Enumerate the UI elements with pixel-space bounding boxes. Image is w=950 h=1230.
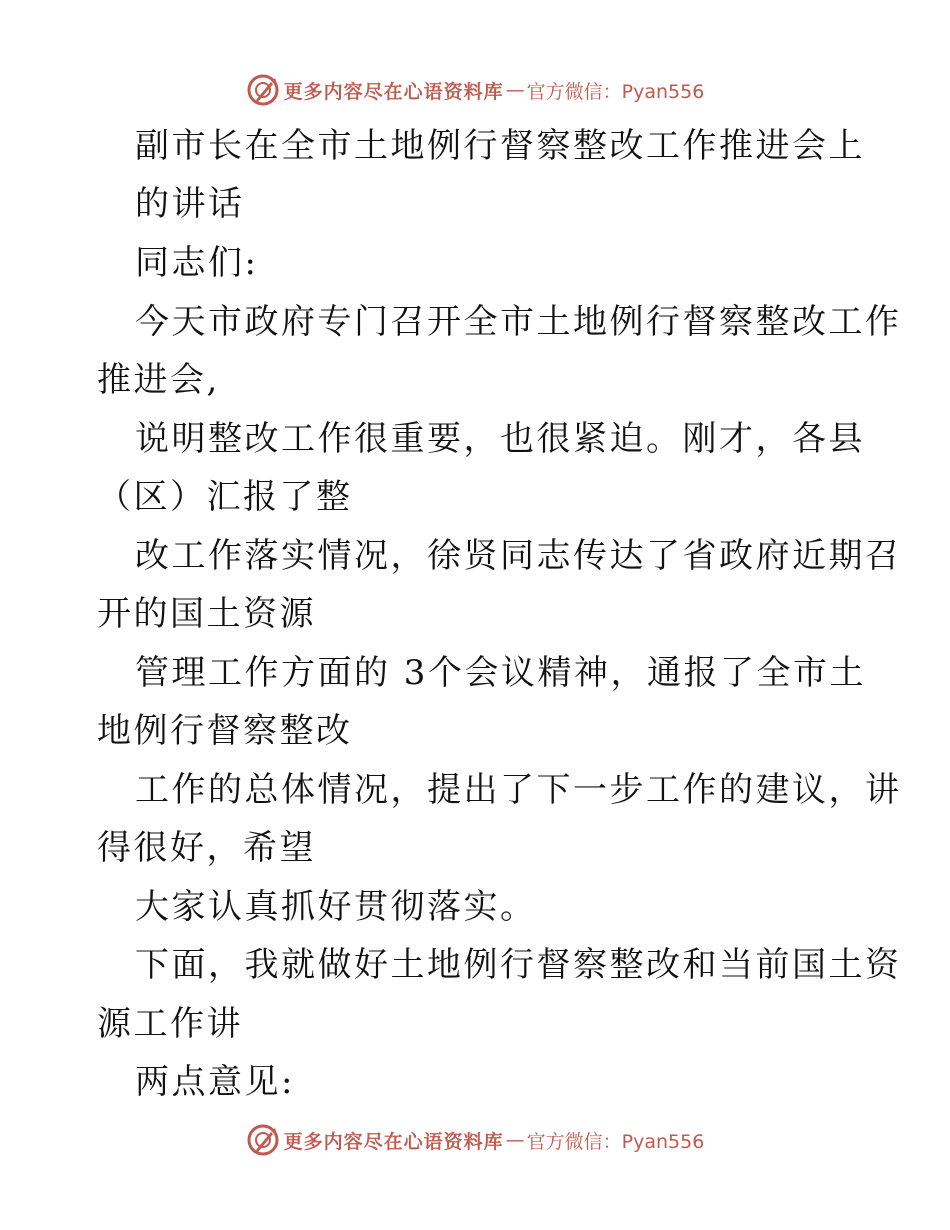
footer-banner	[0, 1120, 950, 1160]
banner-brand-text: 更多内容尽在心语资料库	[283, 1130, 504, 1153]
paragraph-line: 下面，我就做好土地例行督察整改和当前国土资	[135, 945, 902, 985]
document-title-line-1: 副市长在全市土地例行督察整改工作推进会上	[135, 126, 865, 166]
paragraph-line: 开的国土资源	[97, 594, 316, 634]
paragraph-line: 大家认真抓好贯彻落实。	[135, 887, 537, 927]
paragraph-line: 源工作讲	[97, 1004, 243, 1044]
banner-brand-text: 更多内容尽在心语资料库	[283, 80, 504, 103]
paragraph-line: 改工作落实情况，徐贤同志传达了省政府近期召	[135, 536, 902, 576]
brand-logo-icon	[246, 73, 280, 107]
banner-separator: —	[505, 79, 525, 101]
paragraph-line: （区）汇报了整	[97, 477, 353, 517]
paragraph-line: 得很好，希望	[97, 828, 316, 868]
paragraph-line: 推进会,	[97, 360, 220, 400]
paragraph-line: 说明整改工作很重要，也很紧迫。刚才，各县	[135, 419, 865, 459]
document-title-line-2: 的讲话	[135, 184, 245, 224]
banner-wechat-text: 官方微信：Pyan556	[526, 80, 705, 103]
salutation: 同志们:	[135, 243, 259, 283]
paragraph-line: 今天市政府专门召开全市土地例行督察整改工作	[135, 302, 902, 342]
paragraph-line: 管理工作方面的 3个会议精神，通报了全市土	[135, 653, 866, 693]
brand-logo-icon	[246, 1123, 280, 1157]
paragraph-line: 两点意见:	[135, 1062, 295, 1102]
paragraph-line: 地例行督察整改	[97, 711, 353, 751]
banner-wechat-text: 官方微信：Pyan556	[526, 1130, 705, 1153]
banner-separator: —	[505, 1129, 525, 1151]
paragraph-line: 工作的总体情况，提出了下一步工作的建议，讲	[135, 770, 902, 810]
header-banner	[0, 70, 950, 110]
